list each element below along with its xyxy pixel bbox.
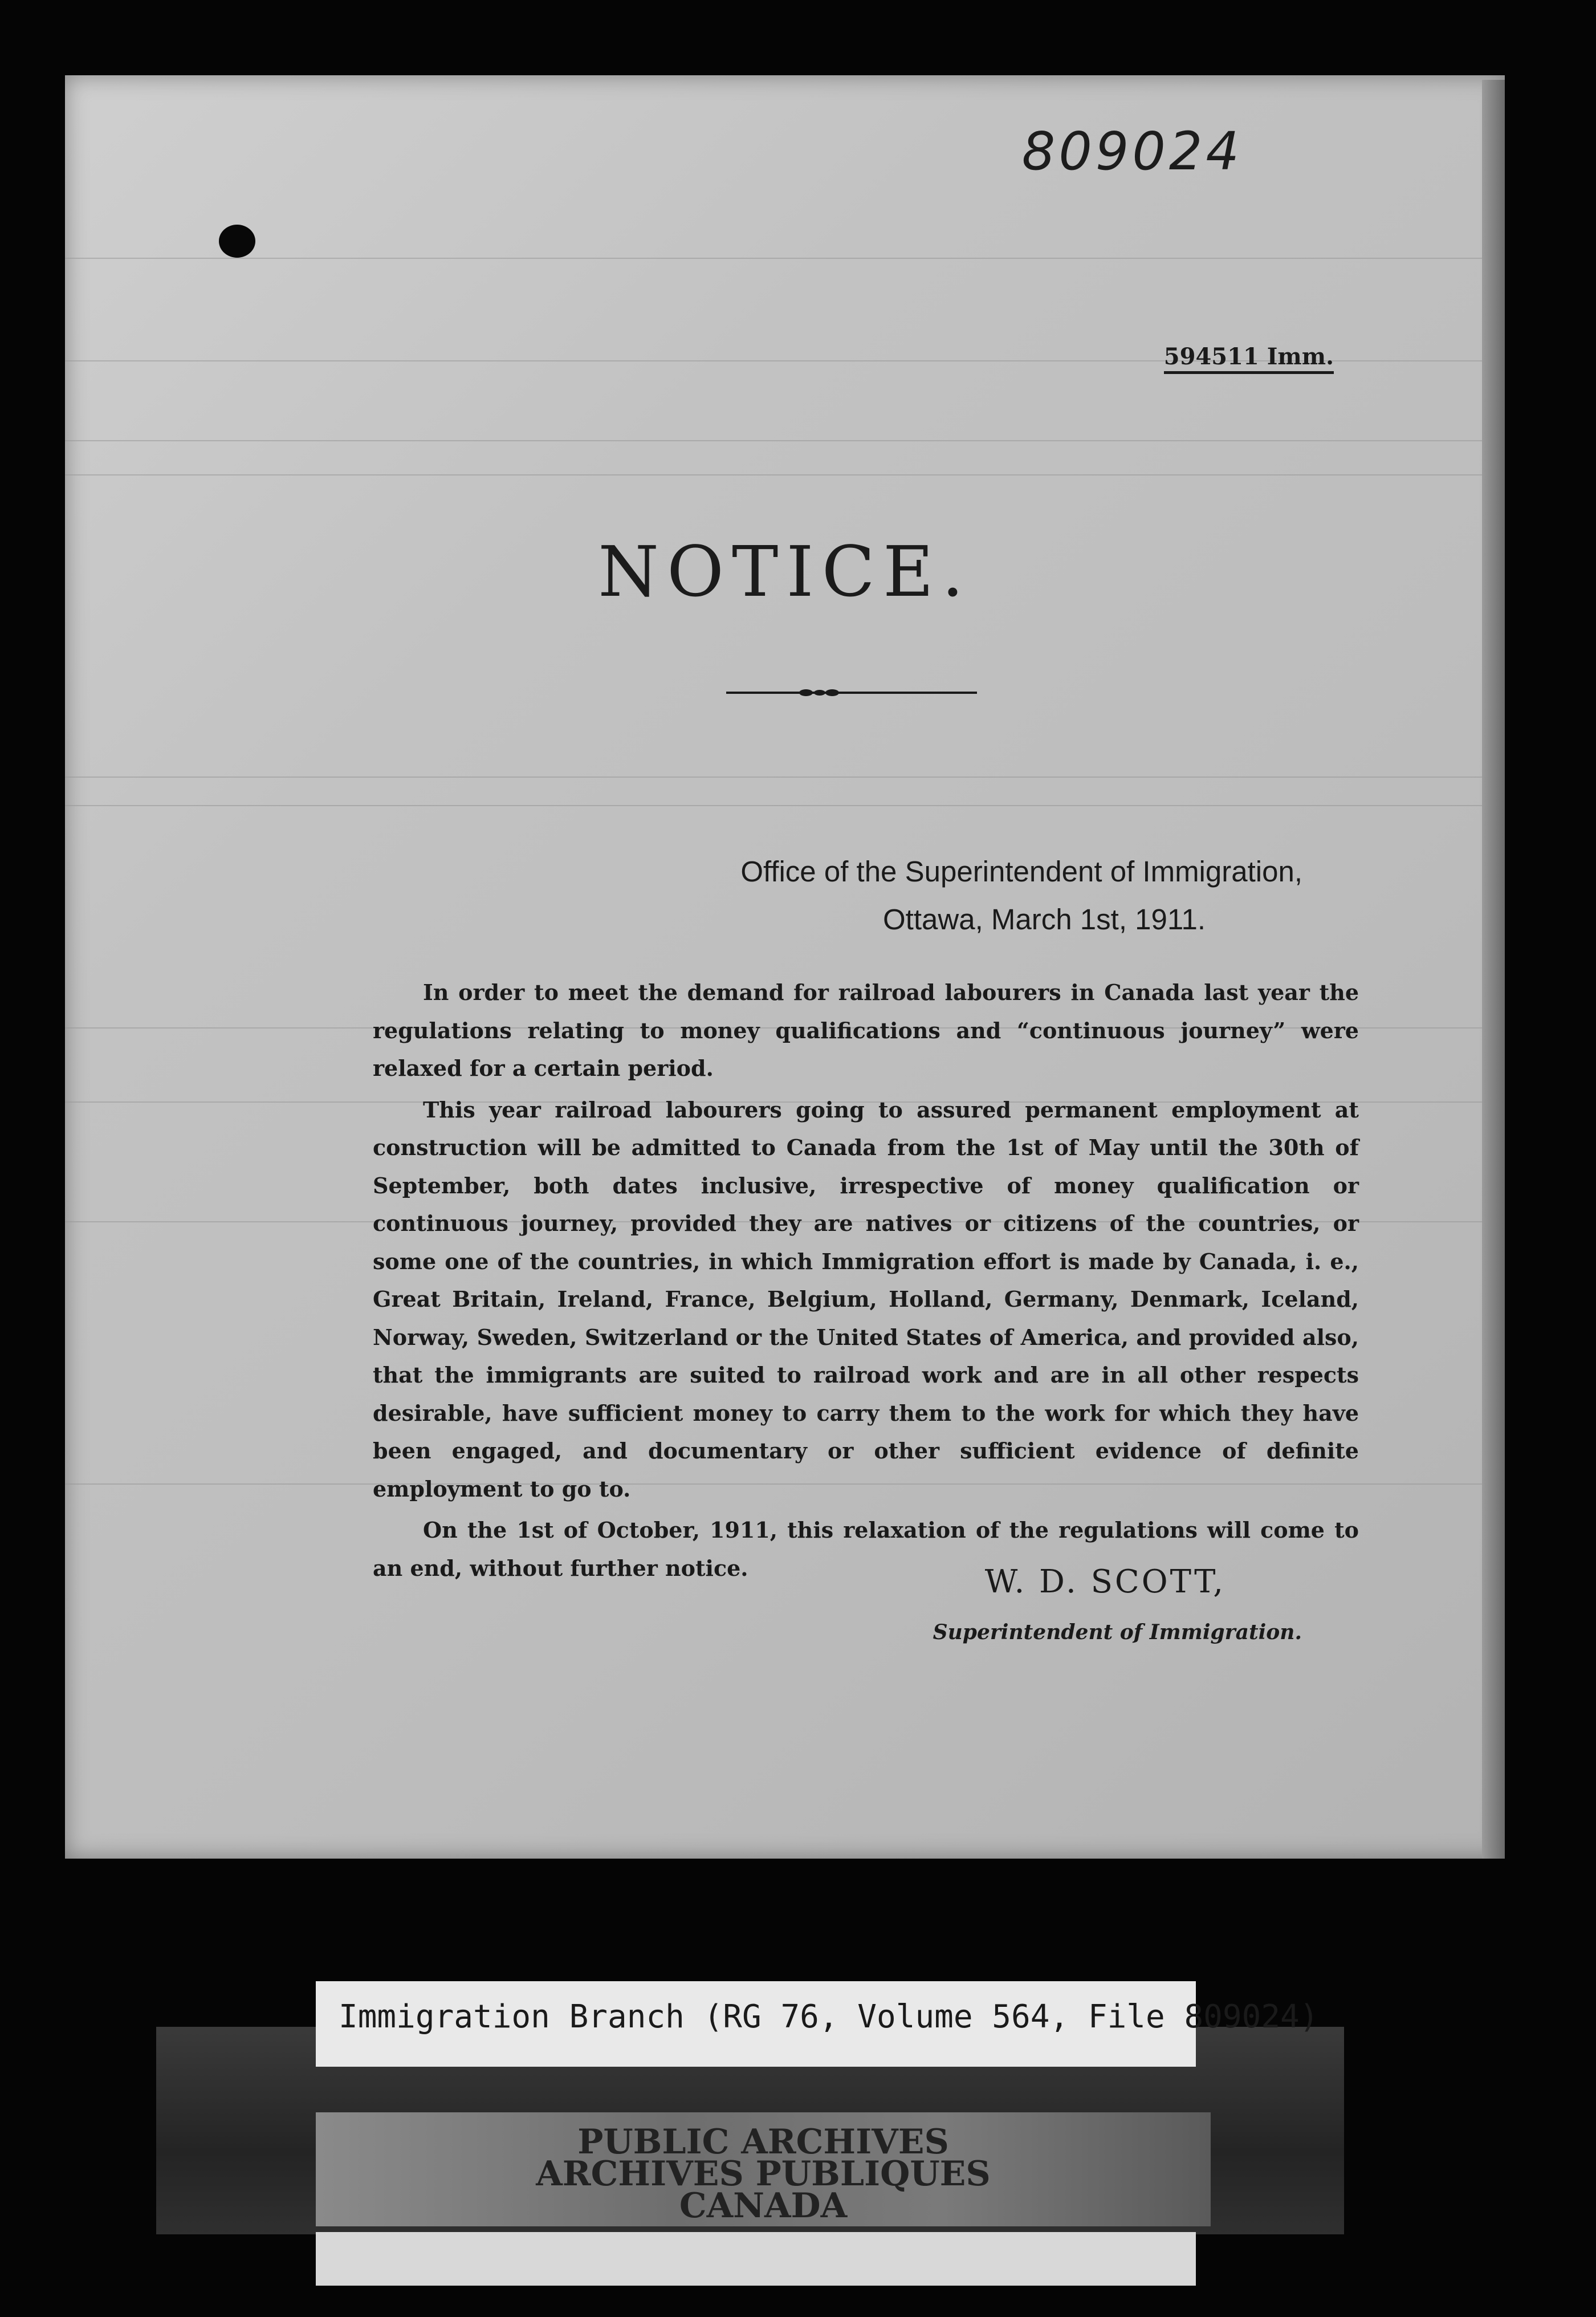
handwritten-archive-number: 809024 bbox=[1021, 121, 1243, 182]
stamp-line: PUBLIC ARCHIVES bbox=[577, 2122, 949, 2162]
paper-edge-shadow bbox=[1482, 80, 1505, 1859]
ruled-line bbox=[65, 805, 1505, 806]
archive-label-card bbox=[316, 1981, 1319, 2067]
notice-body bbox=[373, 974, 1359, 1591]
archive-bottom-strip bbox=[316, 2232, 1196, 2286]
ruled-line bbox=[65, 440, 1505, 441]
notice-title: NOTICE. bbox=[598, 531, 972, 612]
office-date: Ottawa, March 1st, 1911. bbox=[883, 903, 1206, 936]
paragraph: In order to meet the demand for railroad labourers in Canada last year the regulations relating to money qualifications and “continuous journey” were relaxed for a certain period. bbox=[373, 979, 1359, 1081]
reference-number: 594511 Imm. bbox=[1164, 343, 1334, 374]
archive-label: Immigration Branch (RG 76, Volume 564, File 809024) bbox=[339, 1998, 1319, 2035]
notice-document bbox=[65, 75, 1505, 1859]
ruled-line bbox=[65, 258, 1505, 259]
office-line: Office of the Superintendent of Immigration, bbox=[740, 855, 1302, 888]
archive-stamp-band bbox=[316, 2112, 1211, 2226]
stamp-line: ARCHIVES PUBLIQUES bbox=[536, 2154, 991, 2194]
office-heading bbox=[740, 848, 1302, 944]
ruled-line bbox=[65, 777, 1505, 778]
paragraph: On the 1st of October, 1911, this relaxation of the regulations will come to an end, without further notice. bbox=[373, 1517, 1359, 1581]
paragraph: This year railroad labourers going to assured permanent employment at construction will be admitted to Canada from the 1st of May until the 30th of September, both dates inclusive, irrespective of money qualification or continuous journey, provided they are natives or citizens of the countries, or some one of the countries, in which Immigration effort is made by Canada, i. e., Great Britain, Ireland, France, Belgium, Holland, Germany, Denmark, Iceland, Norway, Sweden, Switzerland or the United States of America, and provided also, that the immigrants are suited to railroad work and are in all other respects desirable, have sufficient money to carry them to the work for which they have been engaged, and documentary or other sufficient evidence of definite employment to go to. bbox=[373, 1096, 1359, 1502]
archive-stamp bbox=[316, 2122, 1211, 2226]
ruled-line bbox=[65, 474, 1505, 475]
ink-blot bbox=[219, 225, 255, 258]
signature-title: Superintendent of Immigration. bbox=[933, 1620, 1302, 1644]
signature-name: W. D. SCOTT, bbox=[984, 1563, 1226, 1600]
title-ornament bbox=[726, 681, 977, 704]
stamp-line: CANADA bbox=[679, 2186, 848, 2226]
